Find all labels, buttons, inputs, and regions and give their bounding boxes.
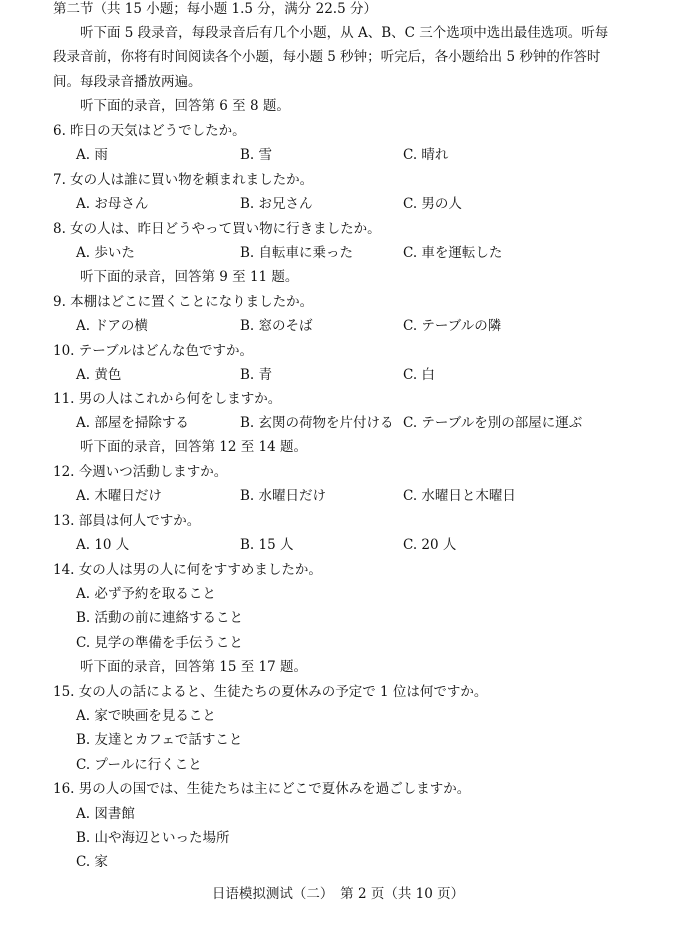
option-c: C. 白 — [403, 367, 435, 383]
question-12: 12. 今週いつ活動しますか。 — [53, 464, 228, 480]
option-b: B. 青 — [240, 367, 273, 383]
option-b: B. 水曜日だけ — [240, 488, 327, 504]
page-footer: 日语模拟测试（二） 第 2 页（共 10 页） — [211, 886, 465, 902]
option-a: A. 雨 — [76, 147, 108, 163]
option-a: A. 10 人 — [76, 537, 130, 553]
question-9: 9. 本棚はどこに置くことになりましたか。 — [53, 294, 314, 310]
question-14: 14. 女の人は男の人に何をすすめましたか。 — [53, 562, 322, 578]
listening-prompt-15-17: 听下面的录音，回答第 15 至 17 题。 — [80, 659, 308, 675]
option-b: B. 雪 — [240, 147, 273, 163]
option-c: C. 男の人 — [403, 196, 462, 212]
section-title: 第二节（共 15 小题；每小题 1.5 分，满分 22.5 分） — [53, 1, 377, 17]
option-a: A. 図書館 — [76, 806, 135, 822]
option-a: A. ドアの横 — [76, 318, 148, 334]
option-a: A. 必ず予約を取ること — [76, 586, 216, 602]
option-c: C. テーブルを別の部屋に運ぶ — [403, 415, 583, 431]
option-c: C. 20 人 — [403, 537, 457, 553]
option-a: A. 歩いた — [76, 245, 135, 261]
option-c: C. 家 — [76, 854, 108, 870]
option-c: C. 晴れ — [403, 147, 449, 163]
option-b: B. 友達とカフェで話すこと — [76, 732, 243, 748]
option-a: A. 部屋を掃除する — [76, 415, 189, 431]
listening-prompt-9-11: 听下面的录音，回答第 9 至 11 题。 — [80, 269, 299, 285]
option-b: B. 活動の前に連絡すること — [76, 610, 244, 626]
listening-prompt-6-8: 听下面的录音，回答第 6 至 8 题。 — [80, 98, 290, 114]
listening-prompt-12-14: 听下面的录音，回答第 12 至 14 题。 — [80, 439, 308, 455]
question-16: 16. 男の人の国では、生徒たちは主にどこで夏休みを過ごしますか。 — [53, 781, 471, 797]
instruction-line-1: 听下面 5 段录音，每段录音后有几个小题，从 A、B、C 三个选项中选出最佳选项。听每 — [80, 25, 609, 41]
option-b: B. 窓のそば — [240, 318, 313, 334]
option-c: C. テーブルの隣 — [403, 318, 502, 334]
question-11: 11. 男の人はこれから何をしますか。 — [53, 391, 282, 407]
question-15: 15. 女の人の話によると、生徒たちの夏休みの予定で 1 位は何ですか。 — [53, 684, 488, 700]
option-c: C. 水曜日と木曜日 — [403, 488, 516, 504]
option-b: B. お兄さん — [240, 196, 313, 212]
question-7: 7. 女の人は誰に買い物を頼まれましたか。 — [53, 172, 314, 188]
option-b: B. 自転車に乗った — [240, 245, 354, 261]
option-c: C. 車を運転した — [403, 245, 503, 261]
question-10: 10. テーブルはどんな色ですか。 — [53, 343, 254, 359]
option-a: A. 黄色 — [76, 367, 122, 383]
question-13: 13. 部員は何人ですか。 — [53, 513, 201, 529]
option-a: A. 家で映画を見ること — [76, 708, 216, 724]
option-b: B. 15 人 — [240, 537, 294, 553]
option-a: A. お母さん — [76, 196, 149, 212]
option-b: B. 山や海辺といった場所 — [76, 830, 230, 846]
option-c: C. プールに行くこと — [76, 757, 202, 773]
instruction-line-2: 段录音前，你将有时间阅读各个小题，每小题 5 秒钟；听完后，各小题给出 5 秒钟的作答时 — [53, 49, 601, 65]
option-a: A. 木曜日だけ — [76, 488, 162, 504]
question-6: 6. 昨日の天気はどうでしたか。 — [53, 123, 246, 139]
option-c: C. 見学の準備を手伝うこと — [76, 635, 243, 651]
instruction-line-3: 间。每段录音播放两遍。 — [53, 74, 202, 90]
option-b: B. 玄関の荷物を片付ける — [240, 415, 394, 431]
question-8: 8. 女の人は、昨日どうやって買い物に行きましたか。 — [53, 221, 381, 237]
